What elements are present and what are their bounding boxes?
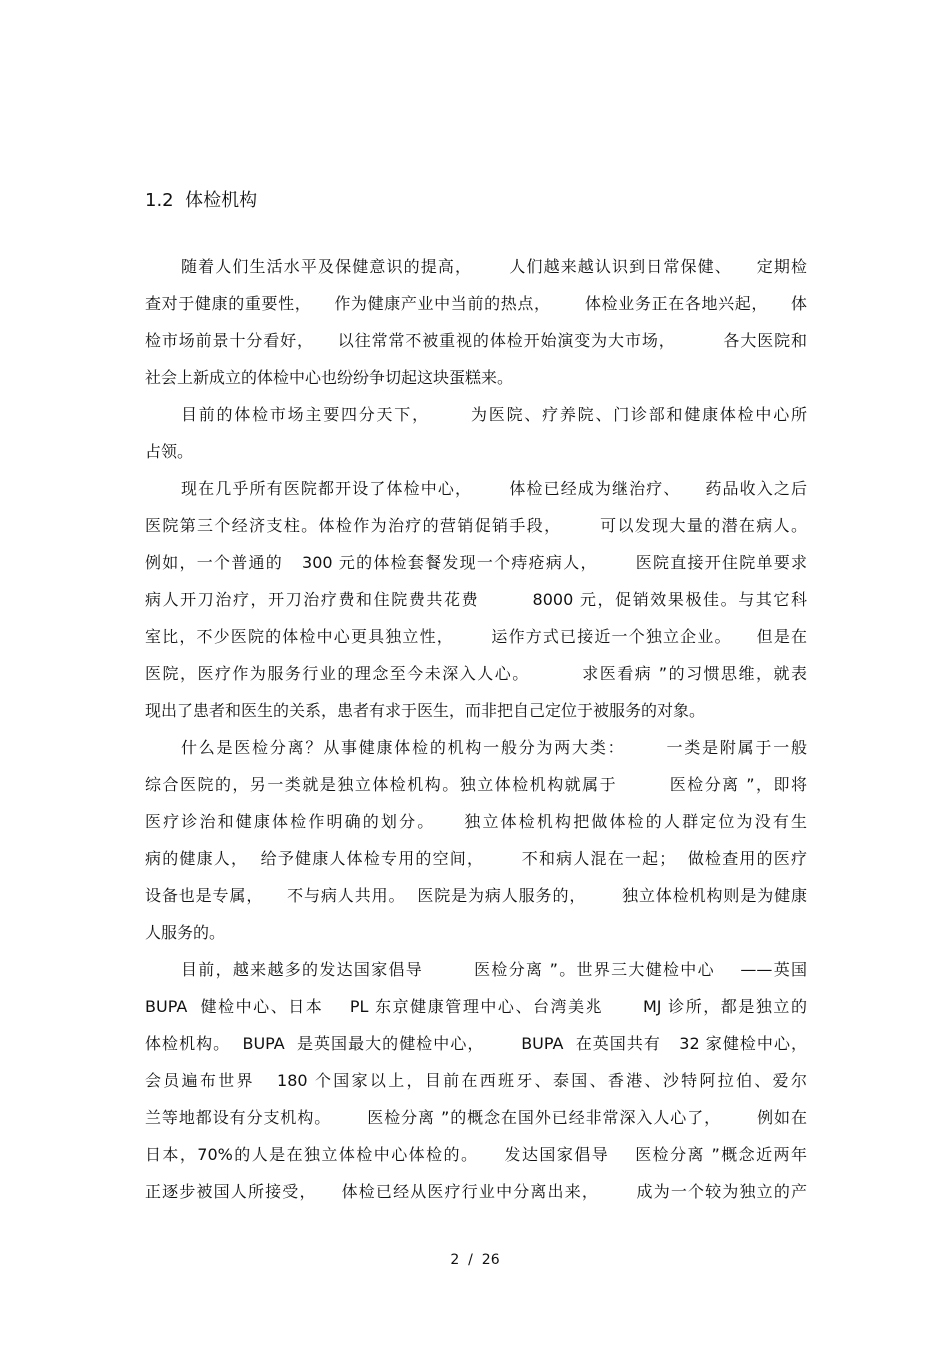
- text-line: BUPA 健检中心、日本 PL 东京健康管理中心、台湾美兆 MJ 诊所，都是独立的: [145, 997, 807, 1016]
- text-line: 医疗诊治和健康体检作明确的划分。 独立体检机构把做体检的人群定位为没有生: [145, 812, 807, 831]
- text-line: 日本，70%的人是在独立体检中心体检的。 发达国家倡导 医检分离 ”概念近两年: [145, 1145, 807, 1164]
- text-line: 现在几乎所有医院都开设了体检中心， 体检已经成为继治疗、 药品收入之后: [181, 479, 807, 498]
- text-line: 正逐步被国人所接受， 体检已经从医疗行业中分离出来， 成为一个较为独立的产: [145, 1182, 807, 1201]
- text-line: 兰等地都设有分支机构。 医检分离 ”的概念在国外已经非常深入人心了， 例如在: [145, 1108, 807, 1127]
- section-heading: 1.2 体检机构: [145, 190, 258, 211]
- text-line: 检市场前景十分看好， 以往常常不被重视的体检开始演变为大市场， 各大医院和: [145, 331, 807, 350]
- page-number: 2 / 26: [450, 1252, 500, 1268]
- body-text: [145, 248, 807, 1210]
- text-line: 人服务的。: [145, 923, 226, 942]
- text-line: 什么是医检分离？从事健康体检的机构一般分为两大类： 一类是附属于一般: [181, 738, 807, 757]
- text-line: 社会上新成立的体检中心也纷纷争切起这块蛋糕来。: [145, 368, 514, 387]
- text-line: 室比，不少医院的体检中心更具独立性， 运作方式已接近一个独立企业。 但是在: [145, 627, 807, 646]
- text-line: 目前，越来越多的发达国家倡导 医检分离 ”。世界三大健检中心 ——英国: [181, 960, 807, 979]
- text-line: 会员遍布世界 180 个国家以上，目前在西班牙、泰国、香港、沙特阿拉伯、爱尔: [145, 1071, 807, 1090]
- text-line: 体检机构。 BUPA 是英国最大的健检中心， BUPA 在英国共有 32 家健检中心，: [145, 1034, 807, 1053]
- text-line: 设备也是专属， 不与病人共用。 医院是为病人服务的， 独立体检机构则是为健康: [145, 886, 807, 905]
- text-line: 综合医院的，另一类就是独立体检机构。独立体检机构就属于 医检分离 ”，即将: [145, 775, 807, 794]
- text-line: 查对于健康的重要性， 作为健康产业中当前的热点， 体检业务正在各地兴起， 体: [145, 294, 807, 313]
- text-line: 随着人们生活水平及保健意识的提高， 人们越来越认识到日常保健、 定期检: [181, 257, 807, 276]
- text-line: 病人开刀治疗，开刀治疗费和住院费共花费 8000 元，促销效果极佳。与其它科: [145, 590, 807, 609]
- text-line: 目前的体检市场主要四分天下， 为医院、疗养院、门诊部和健康体检中心所: [181, 405, 807, 424]
- text-line: 医院，医疗作为服务行业的理念至今未深入人心。 求医看病 ”的习惯思维，就表: [145, 664, 807, 683]
- text-line: 例如，一个普通的 300 元的体检套餐发现一个痔疮病人， 医院直接开住院单要求: [145, 553, 807, 572]
- text-line: 医院第三个经济支柱。体检作为治疗的营销促销手段， 可以发现大量的潜在病人。: [145, 516, 807, 535]
- text-line: 现出了患者和医生的关系，患者有求于医生，而非把自己定位于被服务的对象。: [145, 701, 706, 720]
- text-line: 占领。: [145, 442, 194, 461]
- text-line: 病的健康人， 给予健康人体检专用的空间， 不和病人混在一起； 做检查用的医疗: [145, 849, 807, 868]
